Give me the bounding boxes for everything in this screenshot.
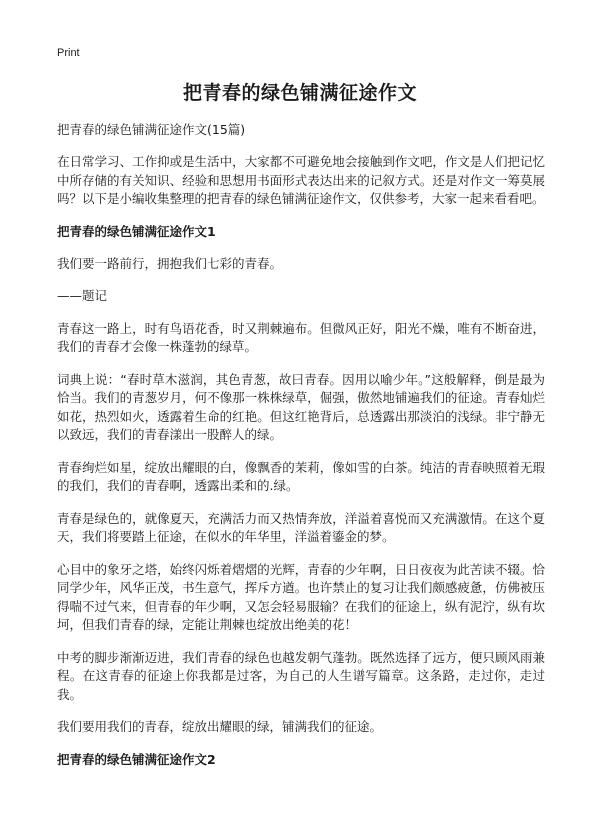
section-heading: 把青春的绿色铺满征途作文2	[57, 751, 216, 767]
section-heading: 把青春的绿色铺满征途作文1	[57, 223, 216, 239]
section-paragraph: 青春绚烂如星，绽放出耀眼的白，像飘香的茉莉，像如雪的白茶。纯洁的青春映照着无瑕的我们，我们的青春啊，透露出柔和的.绿。	[57, 459, 545, 493]
section-paragraph: 青春是绿色的，就像夏天，充满活力而又热情奔放，洋溢着喜悦而又充满激情。在这个夏天，我们将要踏上征途，在似水的年华里，洋溢着鎏金的梦。	[57, 510, 545, 544]
section-paragraph: 词典上说：“春时草木滋润，其色青葱，故曰青春。因用以喻少年。”这般解释，倒是最为恰当。我们的青葱岁月，何不像那一株株绿草，倔强，傲然地铺遍我们的征途。青春灿烂如花，热烈如火，透露着生命的红艳。但这红艳背后，总透露出那淡泊的浅绿。非宁静无以致远，我们的青春漾出一股醉人的绿。	[57, 371, 545, 442]
article-subtitle: 把青春的绿色铺满征途作文(15篇)	[57, 122, 246, 137]
section-paragraph: 中考的脚步渐渐迈进，我们青春的绿色也越发朝气蓬勃。既然选择了远方，便只顾风雨兼程。在这青春的征途上你我都是过客，为自己的人生谱写篇章。这条路，走过你，走过我。	[57, 649, 545, 702]
print-link[interactable]: Print	[57, 47, 80, 59]
section-paragraph: 心目中的象牙之塔，始终闪烁着熠熠的光辉，青春的少年啊，日日夜夜为此苦读不辍。恰同学少年，风华正茂，书生意气，挥斥方遒。也许禁止的复习让我们颇感疲惫，仿佛被压得喘不过气来，但青春的年少啊，又怎会轻易服输？在我们的征途上，纵有泥泞，纵有坎坷，但我们青春的绿，定能让荆棘也绽放出绝美的花！	[57, 561, 545, 632]
section-paragraph: 我们要用我们的青春，绽放出耀眼的绿，铺满我们的征途。	[57, 719, 383, 734]
section-paragraph: ——题记	[57, 288, 108, 303]
section-paragraph: 我们要一路前行，拥抱我们七彩的青春。	[57, 255, 283, 271]
intro-paragraph: 在日常学习、工作抑或是生活中，大家都不可避免地会接触到作文吧，作文是人们把记忆中所存储的有关知识、经验和思想用书面形式表达出来的记叙方式。还是对作文一筹莫展吗？以下是小编收集整理的把青春的绿色铺满征途作文，仅供参考，大家一起来看看吧。	[57, 154, 545, 206]
section-paragraph: 青春这一路上，时有鸟语花香，时又荆棘遍布。但微风正好，阳光不燥，唯有不断奋进，我们的青春才会像一株蓬勃的绿草。	[57, 320, 545, 354]
article-content	[57, 121, 545, 783]
page-title: 把青春的绿色铺满征途作文	[182, 82, 417, 104]
